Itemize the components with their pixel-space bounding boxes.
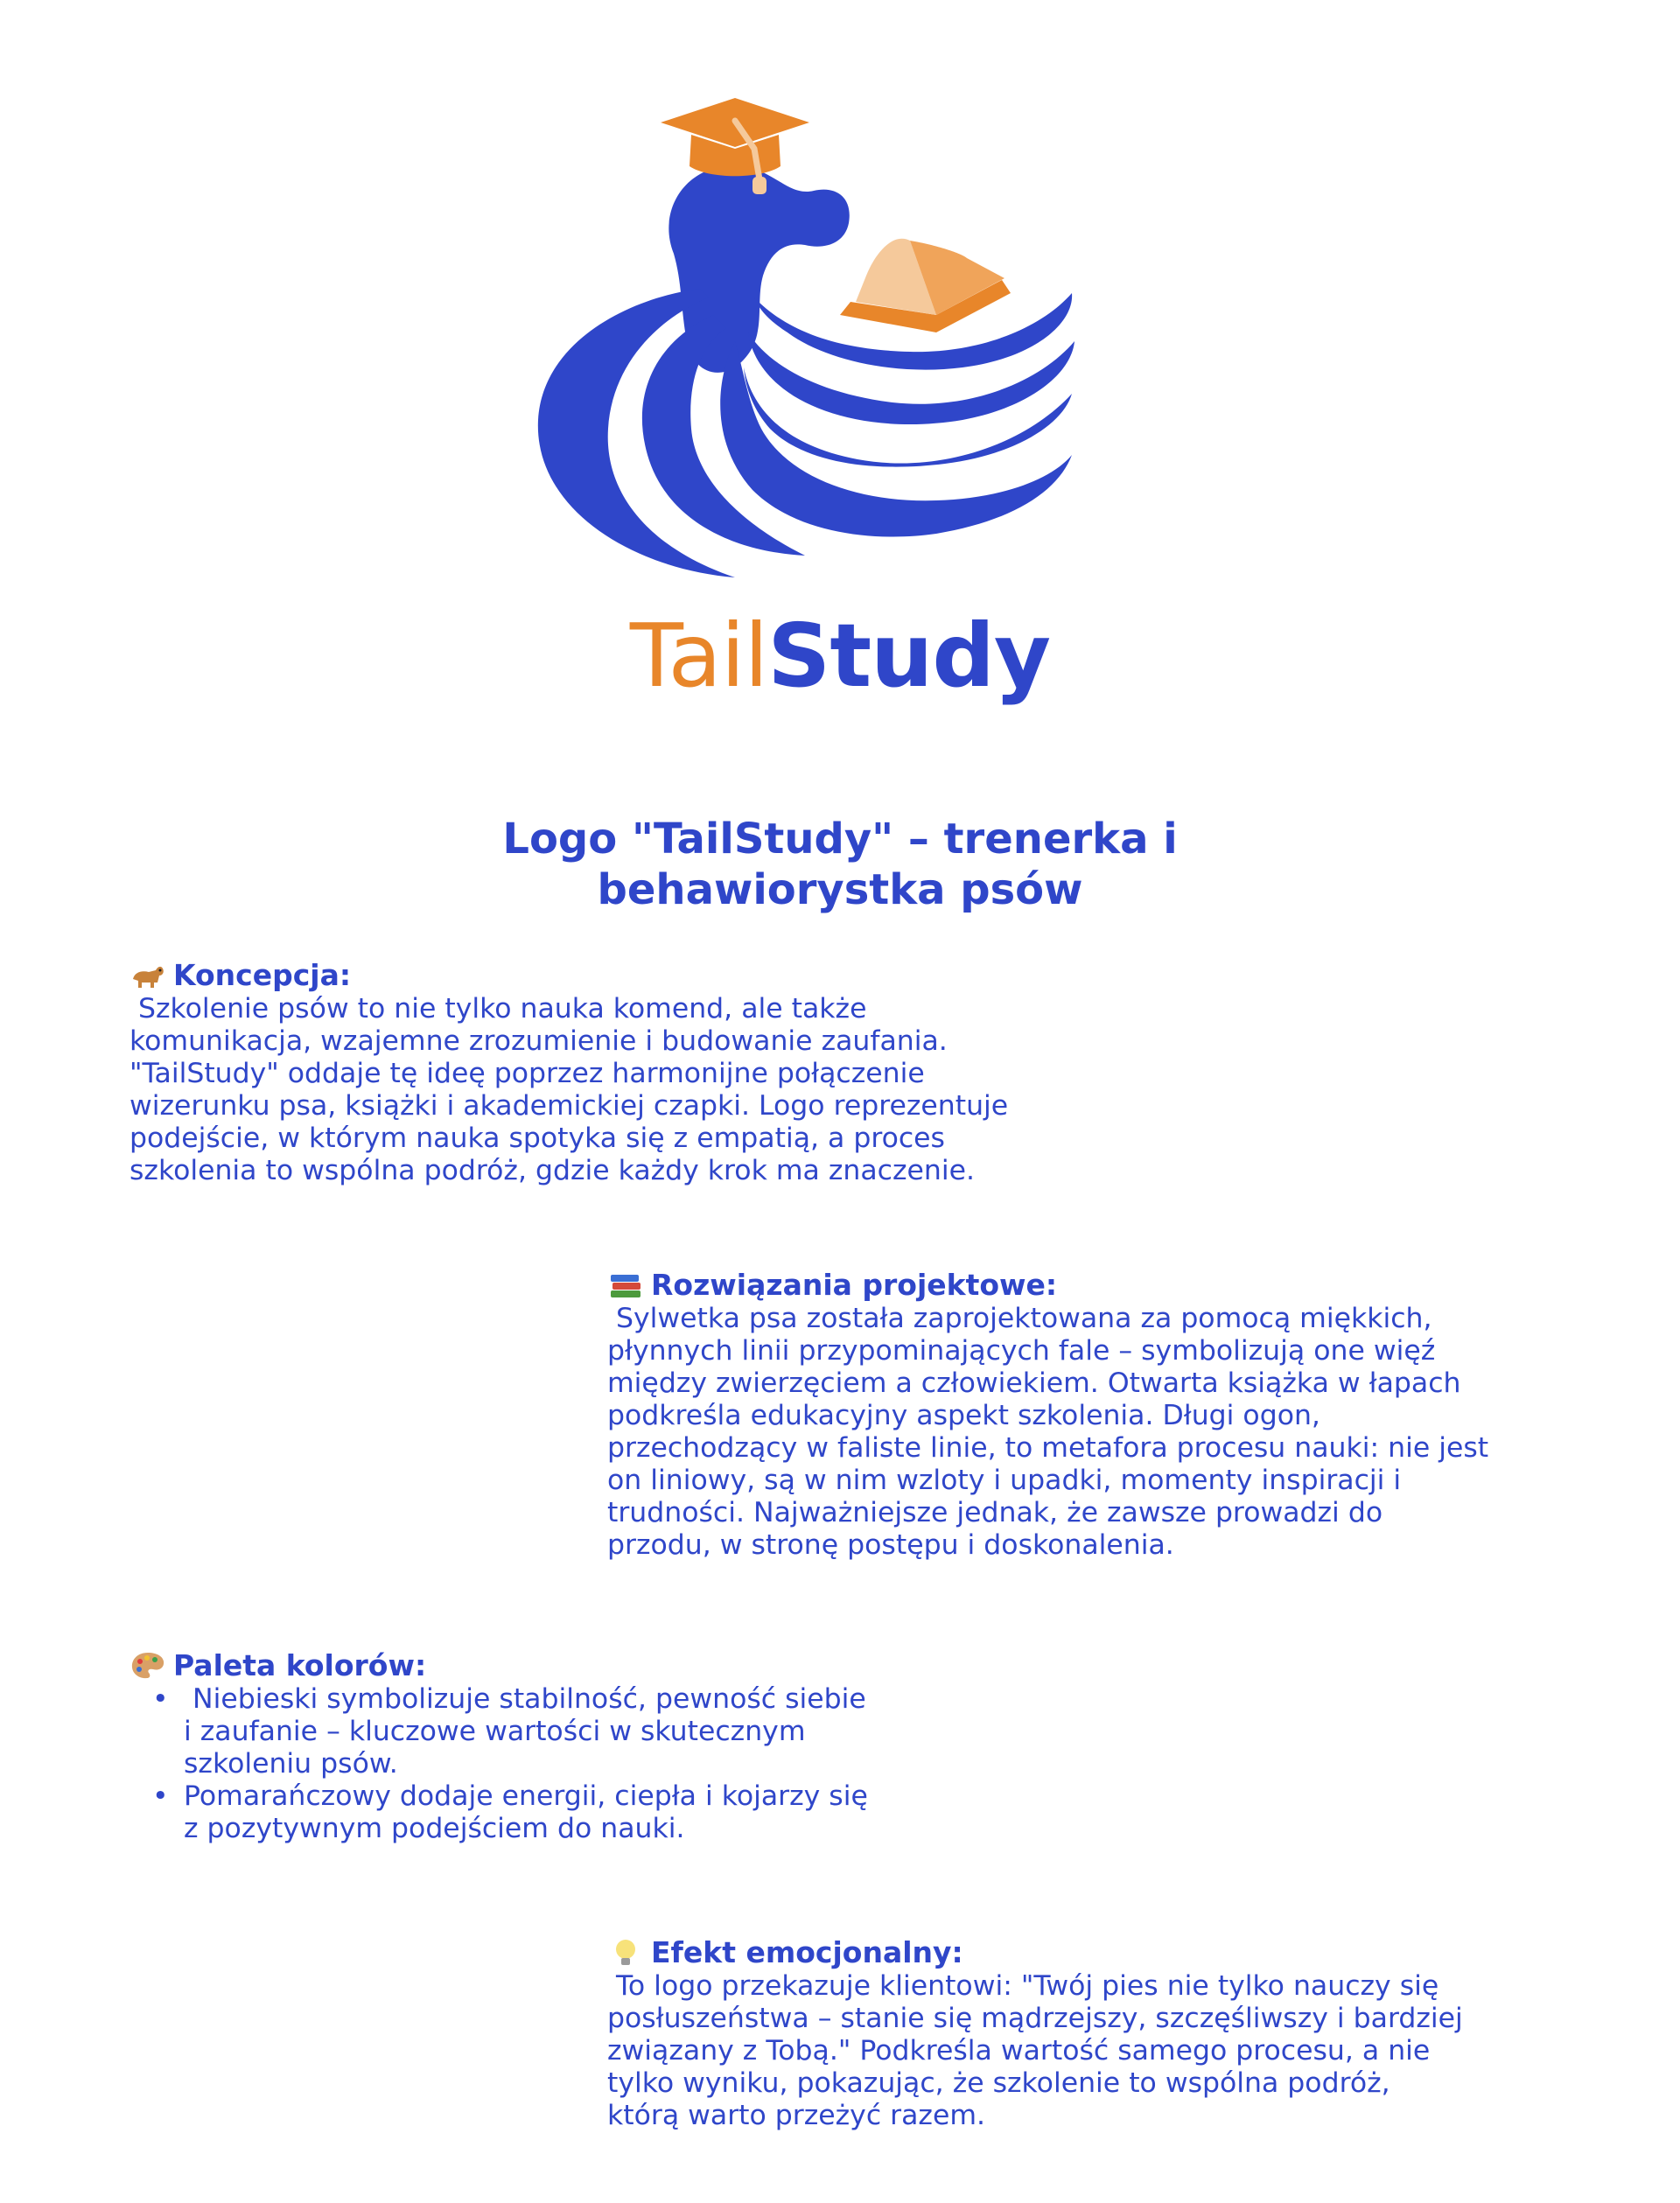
bullet-icon: •	[152, 1683, 169, 1715]
books-icon	[607, 1269, 644, 1301]
tailstudy-logo-icon	[525, 79, 1085, 621]
section-heading: Paleta kolorów:	[173, 1648, 427, 1682]
brand-name-study: Study	[767, 605, 1051, 707]
section-koncepcja	[130, 958, 1008, 1187]
dog-icon	[130, 960, 166, 991]
section-body: Sylwetka psa została zaprojektowana za pomocą miękkich, płynnych linii przypominających fale – symbolizują one więź między zwierzęciem a człowiekiem. Otwarta książka w łapach podkreśla edukacyjny aspekt szkolenia. Długi ogon, przechodzący w faliste linie, to metafora procesu nauki: nie jest on liniowy, są w nim wzloty i upadki, momenty inspiracji i trudności. Najważniejsze jednak, że zawsze prowadzi do przodu, w stronę postępu i doskonalenia.	[607, 1303, 1489, 1561]
section-body: To logo przekazuje klientowi: "Twój pies nie tylko nauczy się posłuszeństwa – stanie się mądrzejszy, szczęśliwszy i bardziej związany z Tobą." Podkreśla wartość samego procesu, a nie tylko wyniku, pokazując, że szkolenie to wspólna podróż, którą warto przeżyć razem.	[607, 1970, 1463, 2131]
palette-icon	[130, 1650, 166, 1682]
cap-tassel-end-icon	[752, 177, 766, 194]
list-item	[130, 1780, 868, 1845]
bullet-icon: •	[152, 1780, 169, 1812]
bullet-list	[130, 1683, 868, 1845]
section-paleta	[130, 1648, 868, 1845]
section-heading: Koncepcja:	[173, 958, 352, 992]
list-item-text: Niebieski symbolizuje stabilność, pewność siebie i zaufanie – kluczowe wartości w skutecznym szkoleniu psów.	[184, 1683, 866, 1780]
section-efekt	[607, 1935, 1463, 2132]
brand-name-tail: Tail	[629, 605, 768, 707]
section-rozwiazania	[607, 1268, 1488, 1562]
section-heading: Rozwiązania projektowe:	[651, 1268, 1058, 1302]
list-item-text: Pomarańczowy dodaje energii, ciepła i kojarzy się z pozytywnym podejściem do nauki.	[184, 1780, 868, 1844]
list-item	[130, 1683, 868, 1780]
page-title: Logo "TailStudy" – trenerka i behawiorystka psów	[502, 815, 1178, 914]
section-body: Szkolenie psów to nie tylko nauka komend, ale także komunikacja, wzajemne zrozumienie i budowanie zaufania. "TailStudy" oddaje tę ideę poprzez harmonijne połączenie wizerunku psa, książki i akademickiej czapki. Logo reprezentuje podejście, w którym nauka spotyka się z empatią, a proces szkolenia to wspólna podróż, gdzie każdy krok ma znaczenie.	[130, 993, 1009, 1186]
section-heading: Efekt emocjonalny:	[651, 1935, 963, 1969]
brand-wordmark	[0, 604, 1680, 709]
lightbulb-icon	[607, 1937, 644, 1969]
